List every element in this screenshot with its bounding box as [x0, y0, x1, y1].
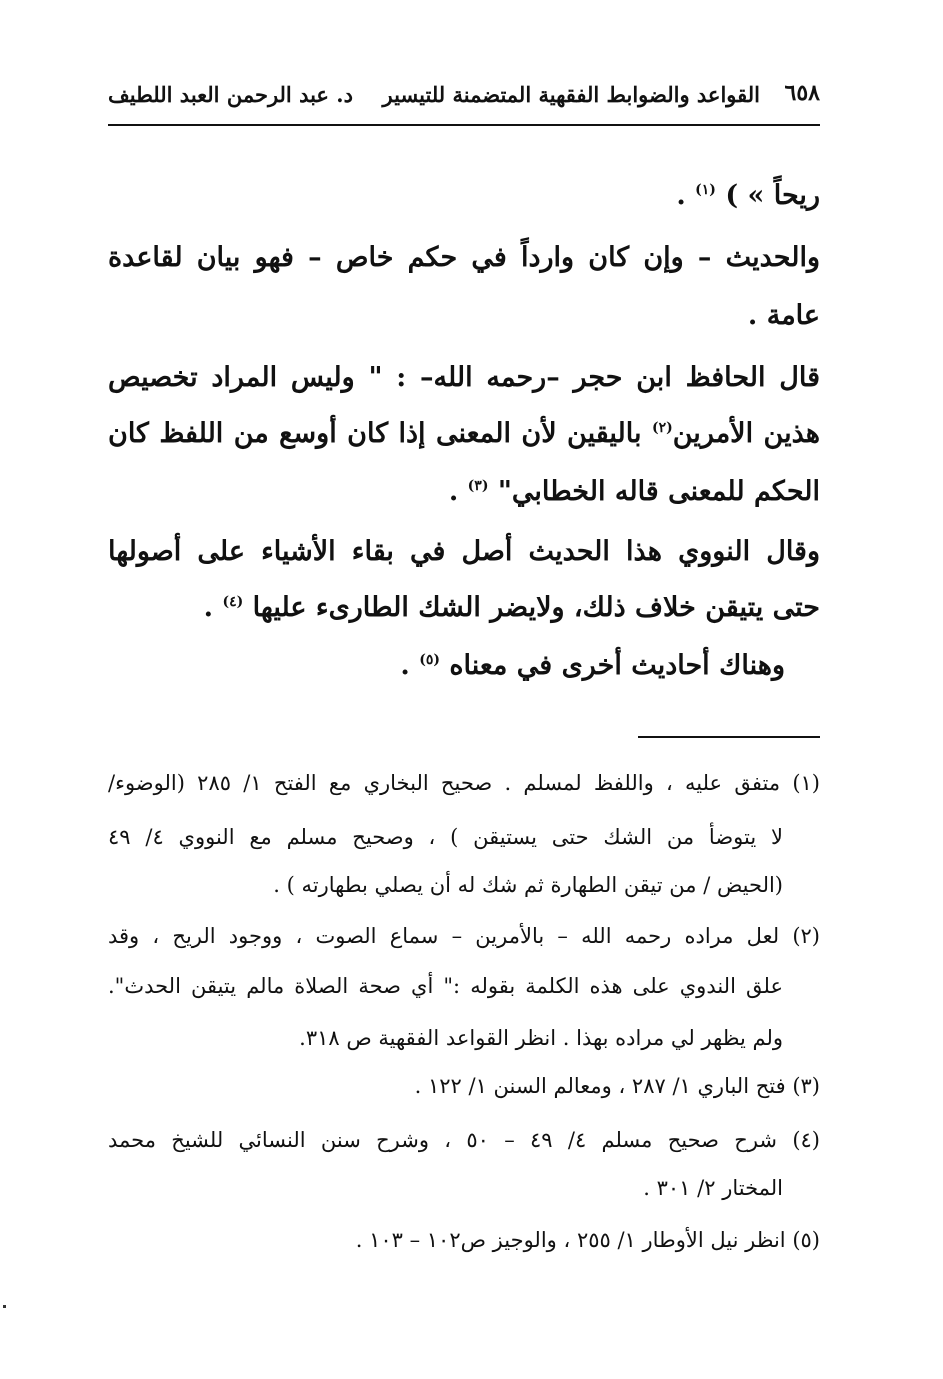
book-title: القواعد والضوابط الفقهية المتضمنة للتيسير: [382, 82, 760, 107]
scan-speck: [3, 1305, 6, 1308]
footnote-2-continued: علق الندوي على هذه الكلمة بقوله :" أي صحة الصلاة مالم يتيقن الحدث".: [108, 974, 783, 998]
footnote-ref[interactable]: (٥): [419, 652, 440, 668]
footnote-4: (٤) شرح صحيح مسلم ٤/ ٤٩ – ٥٠ ، وشرح سنن النسائي للشيخ محمد: [108, 1128, 820, 1152]
text-segment: وهناك أحاديث أخرى في معناه: [449, 650, 785, 681]
footnote-2: (٢) لعل مراده رحمه الله – بالأمرين – سماع الصوت ، ووجود الريح ، وقد: [108, 924, 820, 948]
text-segment: الحكم للمعنى قاله الخطابي": [497, 476, 820, 507]
footnote-1-continued: لا يتوضأ من الشك حتى يستيقن ) ، وصحيح مسلم مع النووي ٤/ ٤٩: [108, 825, 783, 849]
footnote-1-continued: (الحيض / من تيقن الطهارة ثم شك له أن يصلي بطهارته ) .: [273, 873, 783, 897]
page-number: ٦٥٨: [784, 80, 820, 106]
footnote-1: (١) متفق عليه ، واللفظ لمسلم . صحيح البخاري مع الفتح ١/ ٢٨٥ (الوضوء/: [108, 771, 820, 795]
text-segment: باليقين لأن المعنى إذا كان أوسع من اللفظ كان: [108, 418, 642, 449]
footnote-4-continued: المختار ٢/ ٣٠١ .: [643, 1176, 783, 1200]
footnote-ref[interactable]: (٤): [222, 594, 244, 610]
text-segment: .: [676, 180, 686, 211]
footnote-2-continued: ولم يظهر لي مراده بهذا . انظر القواعد الفقهية ص ٣١٨.: [299, 1026, 783, 1050]
footnote-3: (٣) فتح الباري ١/ ٢٨٧ ، ومعالم السنن ١/ ١٢٢ .: [414, 1074, 820, 1098]
text-segment: حتى يتيقن خلاف ذلك، ولايضر الشك الطارىء عليها: [252, 592, 820, 623]
text-line: قال الحافظ ابن حجر –رحمه الله– : " وليس المراد تخصيص: [108, 362, 820, 393]
text-line: [108, 646, 785, 686]
footnote-ref[interactable]: (٣): [467, 478, 489, 494]
footnote-ref[interactable]: (٢): [651, 420, 673, 436]
text-line: عامة .: [747, 300, 820, 331]
footnote-divider: [638, 736, 820, 738]
footnote-5: (٥) انظر نيل الأوطار ١/ ٢٥٥ ، والوجيز ص١٠٢ – ١٠٣ .: [355, 1228, 820, 1252]
text-line: [108, 414, 820, 454]
text-line: [108, 176, 820, 216]
text-line: [108, 588, 820, 628]
page-header: [108, 80, 820, 126]
text-line: والحديث – وإن كان وارداً في حكم خاص – فهو بيان لقاعدة: [108, 242, 820, 273]
text-line: [108, 472, 820, 512]
text-segment: .: [448, 476, 459, 507]
text-line: وقال النووي هذا الحديث أصل في بقاء الأشياء على أصولها: [108, 536, 820, 567]
author-name: د. عبد الرحمن العبد اللطيف: [108, 82, 353, 107]
text-segment: .: [400, 650, 410, 681]
footnote-ref[interactable]: (١): [695, 182, 716, 198]
text-segment: هذين الأمرين: [672, 418, 820, 449]
text-segment: .: [203, 592, 214, 623]
text-segment: ريحاً » ): [725, 180, 820, 211]
